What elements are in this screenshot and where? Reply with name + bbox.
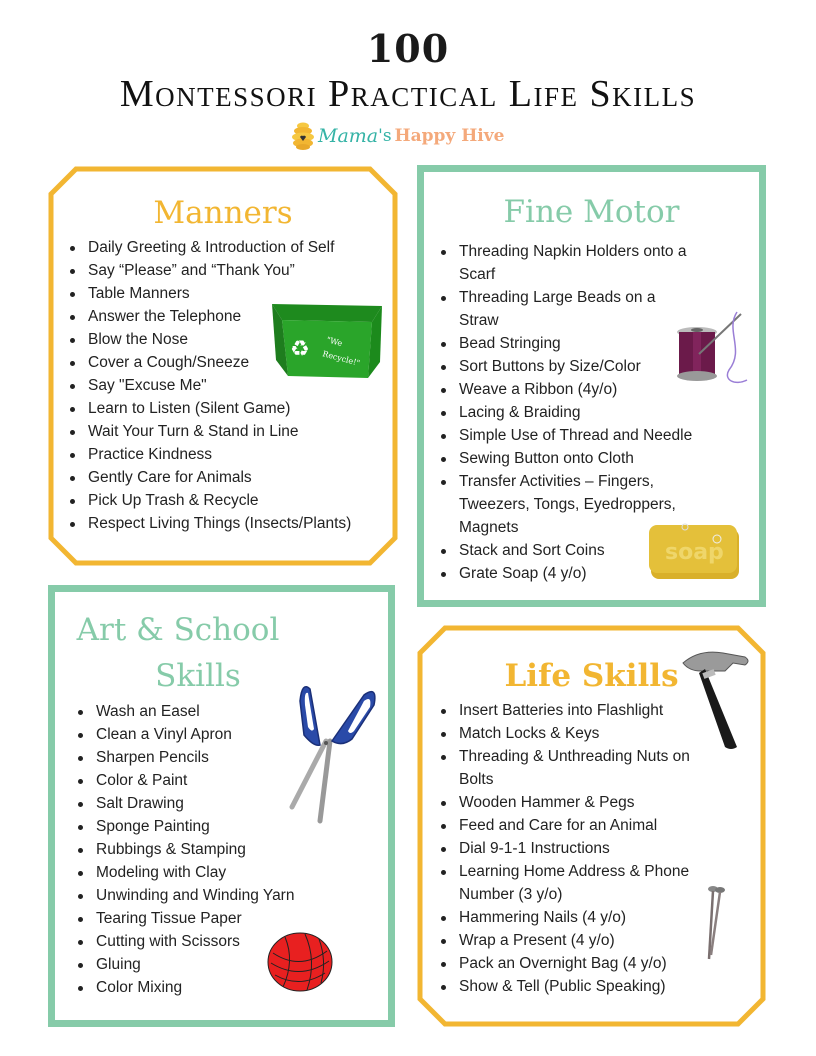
list-item: Pack an Overnight Bag (4 y/o): [437, 952, 727, 975]
list-item: Color Mixing: [74, 976, 374, 999]
list-item: Daily Greeting & Introduction of Self: [66, 236, 396, 259]
list-item: Threading Large Beads on a Straw: [437, 286, 697, 332]
list-item: Gently Care for Animals: [66, 466, 396, 489]
section-title: Life Skills: [504, 658, 679, 694]
logo-text-apostrophe: 's: [378, 126, 392, 146]
list-item: Grate Soap (4 y/o): [437, 562, 727, 585]
recycle-bin-icon: [268, 300, 386, 389]
svg-text:Recycle!": Recycle!": [321, 349, 361, 368]
list-item: Say "Excuse Me": [66, 374, 396, 397]
list-item: Show & Tell (Public Speaking): [437, 975, 727, 998]
list-item: Say “Please” and “Thank You”: [66, 259, 396, 282]
list-item: Cutting with Scissors: [74, 930, 374, 953]
list-item: Stack and Sort Coins: [437, 539, 727, 562]
section-title-line2: Skills: [155, 658, 241, 694]
list-item: Dial 9-1-1 Instructions: [437, 837, 727, 860]
list-item: Feed and Care for an Animal: [437, 814, 727, 837]
svg-text:"We: "We: [325, 335, 344, 349]
list-item: Gluing: [74, 953, 374, 976]
section-title: Manners: [153, 195, 293, 231]
list-item: Weave a Ribbon (4y/o): [437, 378, 727, 401]
list-item: Tearing Tissue Paper: [74, 907, 374, 930]
section-title: Fine Motor: [503, 194, 680, 230]
list-item: Transfer Activities – Fingers, Tweezers, Tongs, Eyedroppers, Magnets: [437, 470, 722, 539]
list-item: Respect Living Things (Insects/Plants): [66, 512, 396, 535]
list-item: Lacing & Braiding: [437, 401, 727, 424]
list-item: Pick Up Trash & Recycle: [66, 489, 396, 512]
list-item: Hammering Nails (4 y/o): [437, 906, 727, 929]
list-item: Color & Paint: [74, 769, 374, 792]
page-title: Montessori Practical Life Skills: [119, 73, 697, 115]
list-item: Answer the Telephone: [66, 305, 396, 328]
logo-text-mama: Mama: [318, 125, 379, 147]
soap-bar-icon: [647, 521, 743, 590]
nails-icon: [705, 885, 729, 966]
list-item: Sewing Button onto Cloth: [437, 447, 727, 470]
list-item: Sharpen Pencils: [74, 746, 374, 769]
list-item: Wrap a Present (4 y/o): [437, 929, 727, 952]
list-item: Simple Use of Thread and Needle: [437, 424, 727, 447]
list-item: Bead Stringing: [437, 332, 727, 355]
list-item: Sort Buttons by Size/Color: [437, 355, 727, 378]
list-item: Salt Drawing: [74, 792, 374, 815]
section-fine-motor: [417, 165, 766, 607]
list-item: Clean a Vinyl Apron: [74, 723, 374, 746]
scissors-icon: [286, 681, 382, 832]
list-item: Wooden Hammer & Pegs: [437, 791, 727, 814]
section-manners: [48, 166, 398, 566]
thread-spool-needle-icon: [675, 310, 755, 395]
list-item: Cover a Cough/Sneeze: [66, 351, 396, 374]
list-item: Wait Your Turn & Stand in Line: [66, 420, 396, 443]
svg-text:soap: soap: [665, 540, 724, 565]
list-item: Threading Napkin Holders onto a Scarf: [437, 240, 717, 286]
list-item: Insert Batteries into Flashlight: [437, 699, 727, 722]
section-life-skills: [417, 625, 766, 1027]
list-item: Threading & Unthreading Nuts on Bolts: [437, 745, 722, 791]
brand-logo: [290, 118, 504, 154]
list-item: Unwinding and Winding Yarn: [74, 884, 374, 907]
list-item: Practice Kindness: [66, 443, 396, 466]
list-item: Learning Home Address & Phone Number (3 y/o): [437, 860, 722, 906]
title-number: 100: [366, 26, 450, 71]
beehive-icon: [290, 121, 316, 151]
section-title-line1: Art & School: [76, 612, 280, 648]
list-item: Wash an Easel: [74, 700, 374, 723]
yarn-ball-icon: [265, 931, 335, 998]
svg-text:♻: ♻: [290, 337, 310, 362]
list-item: Rubbings & Stamping: [74, 838, 374, 861]
list-item: Modeling with Clay: [74, 861, 374, 884]
list-item: Match Locks & Keys: [437, 722, 727, 745]
list-item: Sponge Painting: [74, 815, 374, 838]
list-item: Learn to Listen (Silent Game): [66, 397, 396, 420]
list-item: Blow the Nose: [66, 328, 396, 351]
hammer-icon: [679, 647, 751, 758]
section-art-school: [48, 585, 395, 1027]
list-item: Table Manners: [66, 282, 396, 305]
logo-text-happy-hive: Happy Hive: [394, 126, 505, 146]
